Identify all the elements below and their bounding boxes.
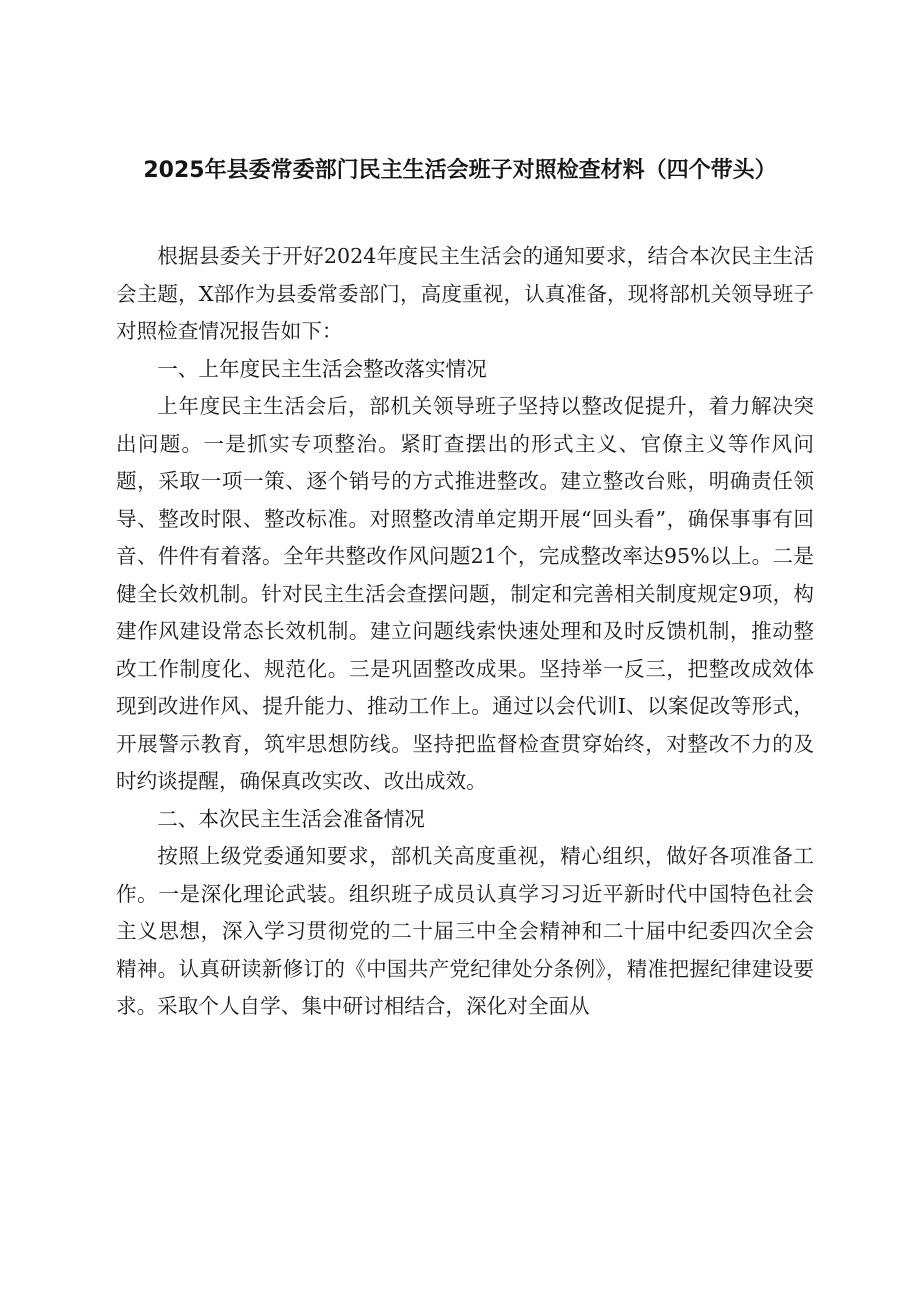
section-1-paragraph: 上年度民主生活会后，部机关领导班子坚持以整改促提升，着力解决突出问题。一是抓实专项整治。紧盯查摆出的形式主义、官僚主义等作风问题，采取一项一策、逐个销号的方式推进整改。建立整改台账，明确责任领导、整改时限、整改标准。对照整改清单定期开展“回头看”，确保事事有回音、件件有着落。全年共整改作风问题21个，完成整改率达95%以上。二是健全长效机制。针对民主生活会查摆问题，制定和完善相关制度规定9项，构建作风建设常态长效机制。建立问题线索快速处理和及时反馈机制，推动整改工作制度化、规范化。三是巩固整改成果。坚持举一反三，把整改成效体现到改进作风、提升能力、推动工作上。通过以会代训I、以案促改等形式，开展警示教育，筑牢思想防线。坚持把监督检查贯穿始终，对整改不力的及时约谈提醒，确保真改实改、改出成效。 (116, 394, 814, 793)
intro-paragraph: 根据县委关于开好2024年度民主生活会的通知要求，结合本次民主生活会主题，X部作为县委常委部门，高度重视，认真准备，现将部机关领导班子对照检查情况报告如下： (116, 244, 814, 343)
section-2-heading: 二、本次民主生活会准备情况 (157, 806, 425, 831)
section-1-heading: 一、上年度民主生活会整改落实情况 (157, 356, 487, 381)
document-body (116, 238, 814, 1026)
document-title: 2025年县委常委部门民主生活会班子对照检查材料（四个带头） (143, 158, 777, 183)
section-2-paragraph: 按照上级党委通知要求，部机关高度重视，精心组织，做好各项准备工作。一是深化理论武装。组织班子成员认真学习习近平新时代中国特色社会主义思想，深入学习贯彻党的二十届三中全会精神和二十届中纪委四次全会精神。认真研读新修订的《中国共产党纪律处分条例》，精准把握纪律建设要求。采取个人自学、集中研讨相结合，深化对全面从 (116, 844, 814, 1018)
